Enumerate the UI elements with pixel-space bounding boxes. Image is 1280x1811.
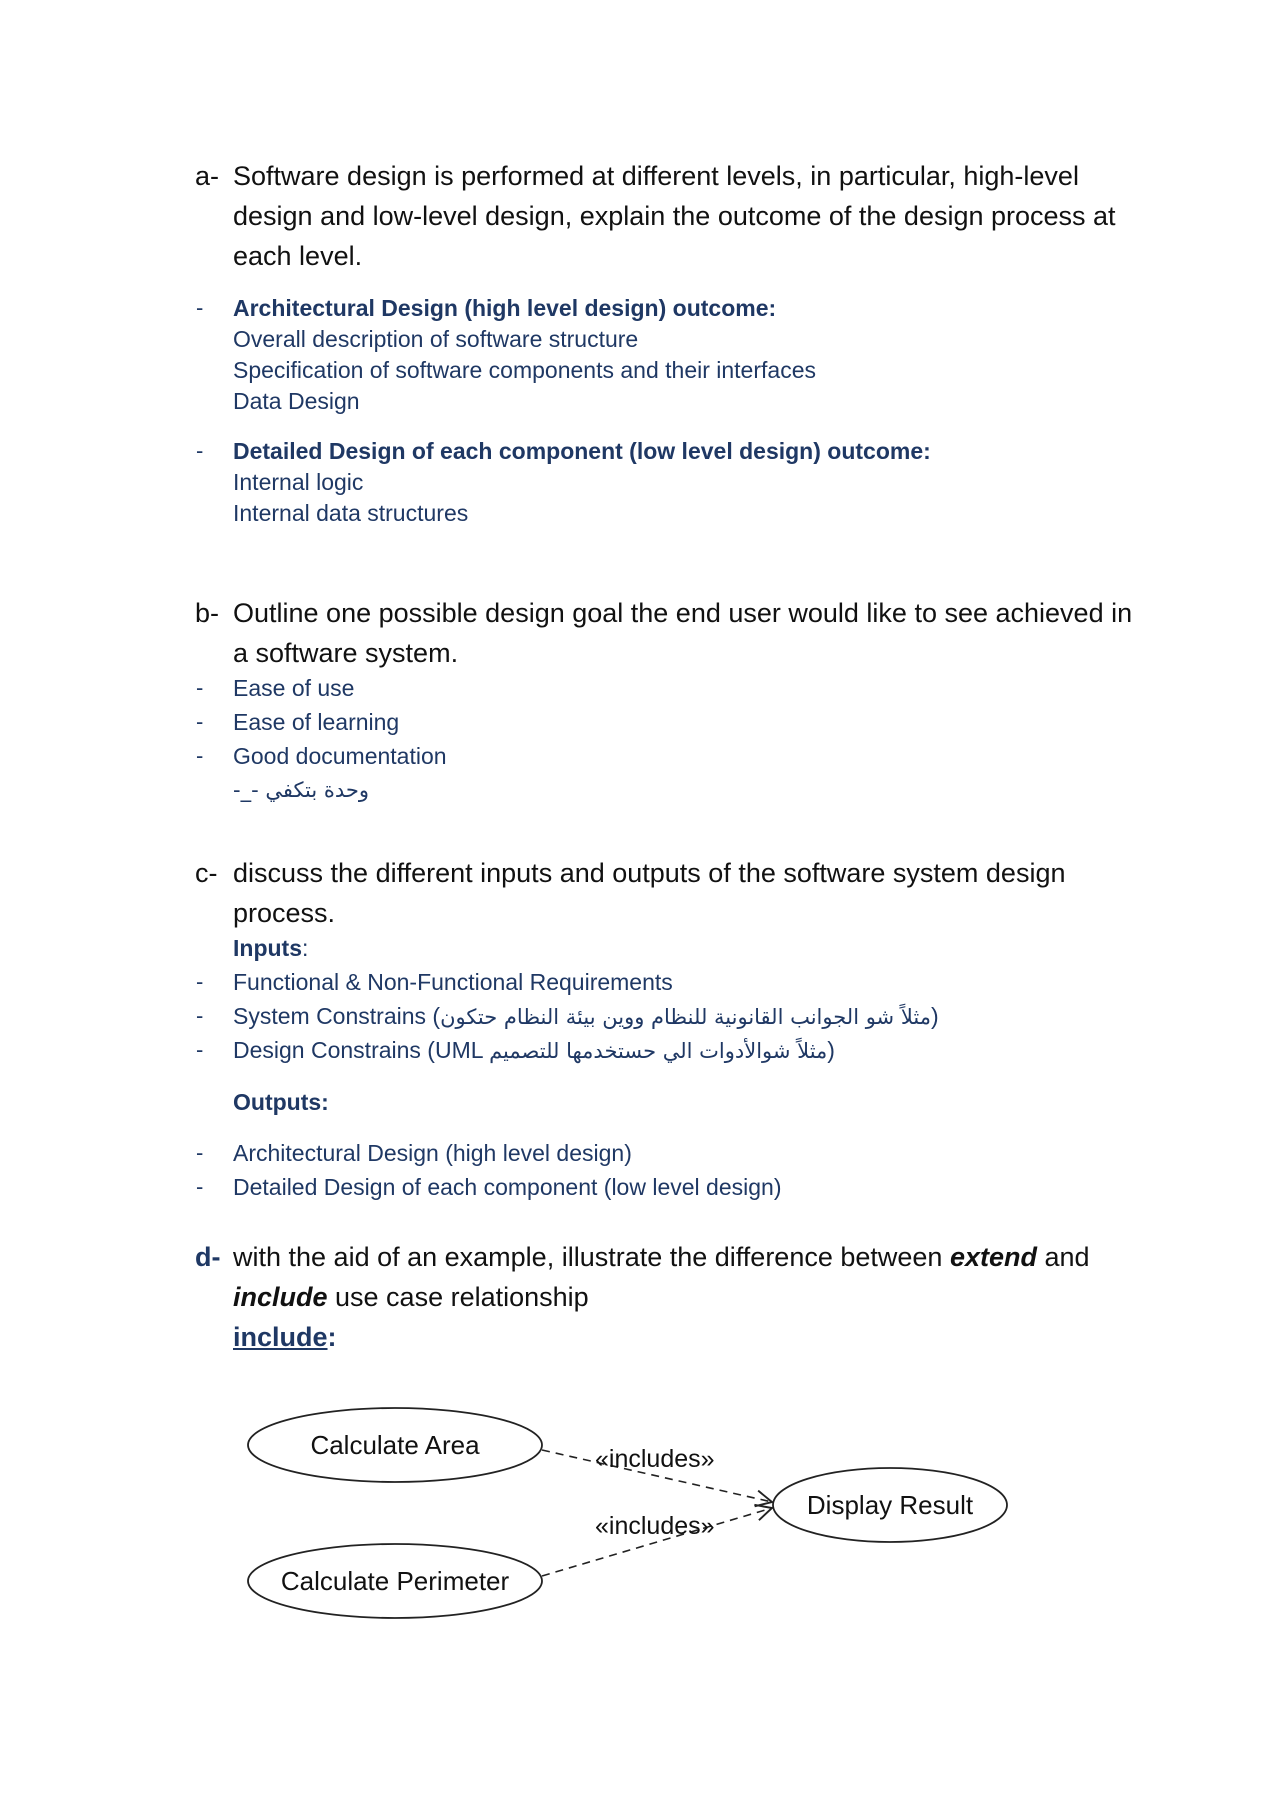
- a-item-1-line-1: Overall description of software structure: [233, 326, 639, 352]
- include-heading-colon: :: [327, 1322, 337, 1352]
- bullet-dash: -: [196, 1174, 204, 1199]
- question-b-label: b-: [195, 598, 220, 628]
- b-item-3: Good documentation: [233, 743, 447, 769]
- a-item-1-line-3: Data Design: [233, 388, 360, 414]
- bullet-dash: -: [196, 295, 204, 320]
- question-d-and: and: [1036, 1242, 1090, 1272]
- bullet-dash: -: [196, 743, 204, 768]
- outputs-heading: Outputs:: [233, 1089, 329, 1115]
- a-item-1-heading: Architectural Design (high level design) outcome:: [233, 295, 777, 321]
- includes-label-2: «includes»: [595, 1512, 715, 1540]
- inputs-heading-colon: :: [302, 935, 309, 961]
- include-heading: include: [233, 1322, 328, 1352]
- bullet-dash: -: [196, 709, 204, 734]
- use-case-diagram: [240, 1400, 1040, 1660]
- a-item-2-line-2: Internal data structures: [233, 500, 469, 526]
- input-item-3: [233, 1035, 835, 1066]
- a-item-2-line-1: Internal logic: [233, 469, 364, 495]
- input-item-3-close: ): [827, 1037, 835, 1063]
- question-d-text-after: use case relationship: [327, 1282, 589, 1312]
- a-item-2-heading: Detailed Design of each component (low level design) outcome:: [233, 438, 931, 464]
- question-c: [195, 853, 1133, 933]
- use-case-display-result: [773, 1468, 1007, 1542]
- question-d-label: d-: [195, 1242, 221, 1272]
- bullet-dash: -: [196, 675, 204, 700]
- bullet-dash: -: [196, 1003, 204, 1028]
- question-c-text: discuss the different inputs and outputs of the software system design process.: [233, 858, 1066, 928]
- input-item-3-text: Design Constrains (UML: [233, 1037, 490, 1063]
- bullet-dash: -: [196, 1037, 204, 1062]
- question-d-text: [233, 1237, 1133, 1357]
- use-case-calculate-perimeter: [248, 1544, 542, 1618]
- input-item-3-arabic: مثلاً شوالأدوات الي حستخدمها للتصميم: [489, 1039, 828, 1063]
- use-case-display-result-label: Display Result: [806, 1490, 974, 1520]
- bullet-dash: -: [196, 969, 204, 994]
- bullet-dash: -: [196, 438, 204, 463]
- a-item-1-line-2: Specification of software components and their interfaces: [233, 357, 816, 383]
- question-a-text: Software design is performed at different levels, in particular, high-level design and low-level design, explain the outcome of the design process at each level.: [233, 161, 1116, 271]
- input-item-1: Functional & Non-Functional Requirements: [233, 969, 673, 995]
- use-case-calculate-area-label: Calculate Area: [310, 1430, 480, 1460]
- input-item-2: [233, 1001, 939, 1032]
- question-a-label: a-: [195, 161, 220, 191]
- input-item-2-arabic: مثلاً شو الجوانب القانونية للنظام ووين بيئة النظام حتكون: [440, 1005, 931, 1029]
- question-d: [195, 1237, 1133, 1357]
- use-case-calculate-perimeter-label: Calculate Perimeter: [280, 1566, 510, 1596]
- output-item-1: Architectural Design (high level design): [233, 1140, 632, 1166]
- use-case-calculate-area: [248, 1408, 542, 1482]
- inputs-heading-word: Inputs: [233, 935, 302, 961]
- input-item-2-close: ): [930, 1003, 939, 1029]
- question-a: [195, 156, 1133, 276]
- question-b-text: Outline one possible design goal the end user would like to see achieved in a software system.: [233, 598, 1133, 668]
- b-item-1: Ease of use: [233, 675, 355, 701]
- question-d-text-part: with the aid of an example, illustrate the difference between: [233, 1242, 950, 1272]
- includes-label-1: «includes»: [595, 1445, 715, 1473]
- inputs-heading: [233, 933, 308, 963]
- include-word: include: [233, 1282, 328, 1312]
- b-arabic-note: وحدة بتكفي -_-: [233, 778, 370, 802]
- input-item-2-text: System Constrains (: [233, 1003, 441, 1029]
- extend-word: extend: [949, 1242, 1037, 1272]
- question-c-label: c-: [195, 858, 218, 888]
- bullet-dash: -: [196, 1140, 204, 1165]
- b-item-2: Ease of learning: [233, 709, 400, 735]
- question-b: [195, 593, 1133, 673]
- output-item-2: Detailed Design of each component (low level design): [233, 1174, 782, 1200]
